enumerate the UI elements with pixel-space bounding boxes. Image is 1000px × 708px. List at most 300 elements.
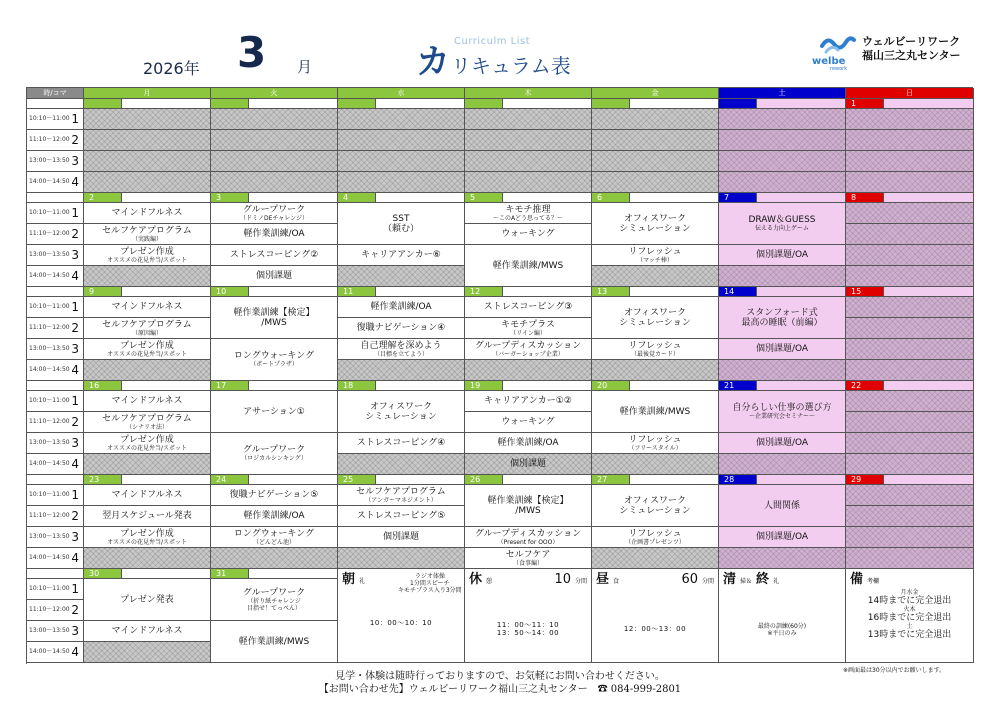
time-slot-number: 2 xyxy=(71,509,79,523)
lesson-cell xyxy=(719,203,846,245)
lesson-cell xyxy=(338,339,465,360)
info-line: 14時までに完全退出 xyxy=(867,596,952,606)
info-time: 13：50～14：00 xyxy=(496,629,560,637)
month-unit: 月 xyxy=(297,58,313,76)
empty-slot xyxy=(338,130,465,151)
time-slot-range: 11:10～12:00 xyxy=(29,324,70,331)
lesson-cell xyxy=(211,527,338,548)
date-number: 26 xyxy=(465,475,503,485)
time-slot-range: 14:00～14:50 xyxy=(29,554,70,561)
date-row-blank xyxy=(249,569,338,579)
date-number: 6 xyxy=(592,193,630,203)
time-slot-label xyxy=(27,454,84,475)
column-header: 時/コマ xyxy=(27,88,84,99)
info-box-bi xyxy=(846,569,974,663)
date-number: 24 xyxy=(211,475,249,485)
time-slot-number: 4 xyxy=(71,175,79,189)
info-line: 13時までに完全退出 xyxy=(867,630,952,640)
lesson-cell xyxy=(719,527,846,548)
time-slot-label xyxy=(27,245,84,266)
time-slot-range: 10:10～11:00 xyxy=(29,115,70,122)
time-slot-number: 2 xyxy=(71,321,79,335)
time-slot-number: 4 xyxy=(71,363,79,377)
empty-slot xyxy=(846,266,974,287)
empty-slot xyxy=(465,360,592,381)
lesson-title: 軽作業訓練/MWS xyxy=(492,260,564,271)
lesson-title-line2: シミュレーション xyxy=(619,317,691,328)
empty-slot xyxy=(211,109,338,130)
lesson-detail: ～企業研究会セミナー～ xyxy=(748,413,815,420)
time-slot-number: 3 xyxy=(71,154,79,168)
lesson-cell xyxy=(338,527,465,548)
lesson-cell xyxy=(338,433,465,454)
lesson-title: ウォーキング xyxy=(501,417,555,427)
time-slot-number: 1 xyxy=(71,300,79,314)
lesson-detail: （ロジカルシンキング） xyxy=(241,455,307,462)
time-slot-label xyxy=(27,109,84,130)
month-number: 3 xyxy=(237,28,267,77)
time-slot-label xyxy=(27,642,84,663)
lesson-cell xyxy=(338,203,465,245)
date-row-blank xyxy=(503,381,592,391)
empty-slot xyxy=(84,548,211,569)
time-slot-range: 13:00～13:50 xyxy=(29,627,70,634)
lesson-title: 個別課題/OA xyxy=(755,438,809,448)
time-slot-number: 3 xyxy=(71,342,79,356)
empty-slot xyxy=(846,151,974,172)
lesson-cell xyxy=(84,339,211,360)
date-row-blank xyxy=(884,287,974,297)
date-number: 14 xyxy=(719,287,757,297)
empty-slot xyxy=(465,109,592,130)
column-header: 木 xyxy=(465,88,592,99)
lesson-detail: （ポートプラザ） xyxy=(250,361,298,368)
empty-slot xyxy=(592,548,719,569)
empty-slot xyxy=(846,527,974,548)
lesson-title: セルフケア xyxy=(505,549,551,560)
empty-slot xyxy=(338,548,465,569)
date-row-blank xyxy=(249,99,338,109)
lesson-title: ストレスコーピング③ xyxy=(483,302,573,312)
lesson-cell xyxy=(211,224,338,245)
info-line: 1分間スピーチ xyxy=(410,580,450,587)
time-slot-number: 4 xyxy=(71,551,79,565)
lesson-title: 軽作業訓練/OA xyxy=(370,302,432,312)
lesson-cell xyxy=(465,454,592,475)
date-number: 5 xyxy=(465,193,503,203)
date-number: 29 xyxy=(846,475,884,485)
info-heading-small: 憩 xyxy=(486,578,493,585)
lesson-cell xyxy=(592,297,719,339)
info-heading xyxy=(596,572,714,589)
info-minutes-unit: 分間 xyxy=(701,578,714,585)
empty-slot xyxy=(719,266,846,287)
logo-subtext: rework xyxy=(830,66,848,72)
info-line: ラジオ体操 xyxy=(414,573,445,580)
lesson-title: マインドフルネス xyxy=(111,626,183,636)
lesson-title: グループディスカッション xyxy=(474,528,582,539)
lesson-title: 自己理解を深めよう xyxy=(360,340,442,351)
empty-slot xyxy=(211,548,338,569)
lesson-title: 軽作業訓練【検定】 xyxy=(233,307,315,318)
week-corner-blank xyxy=(27,193,84,203)
lesson-title: プレゼン作成 xyxy=(120,246,174,257)
lesson-title: 個別課題/OA xyxy=(755,532,809,542)
lesson-detail: （どんどん池） xyxy=(252,538,295,546)
empty-slot xyxy=(338,454,465,475)
lesson-title: 軽作業訓練/MWS xyxy=(619,406,691,417)
footer-invitation: 見学・体験は随時行っておりますので、お気軽にお問い合わせください。 xyxy=(335,671,665,682)
date-number: 16 xyxy=(84,381,122,391)
lesson-title: 軽作業訓練【検定】 xyxy=(487,495,569,506)
time-slot-range: 13:00～13:50 xyxy=(29,533,70,540)
empty-slot xyxy=(84,109,211,130)
time-slot-number: 3 xyxy=(71,436,79,450)
date-row-blank xyxy=(249,287,338,297)
lesson-title: アサーション① xyxy=(243,406,305,417)
info-heading-char: 休 xyxy=(469,572,483,587)
lesson-cell xyxy=(211,339,338,381)
week-corner-blank xyxy=(27,381,84,391)
date-row-blank xyxy=(757,193,846,203)
year-label: 2026年 xyxy=(143,59,200,78)
lesson-title: 軽作業訓練/OA xyxy=(497,438,559,448)
time-slot-range: 14:00～14:50 xyxy=(29,648,70,655)
lesson-detail: オススメの花見弁当/スポット xyxy=(107,444,187,452)
lesson-cell xyxy=(84,224,211,245)
date-row-blank xyxy=(503,193,592,203)
lesson-title: キャリアアンカー①② xyxy=(484,396,572,406)
date-number xyxy=(592,99,630,109)
date-row-blank xyxy=(122,287,211,297)
lesson-title: プレゼン作成 xyxy=(120,434,174,445)
empty-slot xyxy=(211,130,338,151)
date-row-blank xyxy=(503,475,592,485)
lesson-cell xyxy=(84,391,211,412)
lesson-detail: （バーガーショップ企業） xyxy=(492,350,564,358)
date-number: 28 xyxy=(719,475,757,485)
lesson-cell xyxy=(465,391,592,412)
lesson-cell xyxy=(211,621,338,663)
time-slot-number: 2 xyxy=(71,133,79,147)
lesson-cell xyxy=(465,412,592,433)
date-row-blank xyxy=(376,99,465,109)
footer-contact: 【お問い合わせ先】ウェルビーリワーク福山三之丸センター ☎ 084-999-2801 xyxy=(318,684,682,695)
lesson-title: キモチプラス xyxy=(501,319,555,330)
lesson-title: SST xyxy=(392,213,410,224)
empty-slot xyxy=(84,360,211,381)
info-heading-char: 備 xyxy=(850,572,864,587)
info-line: ※平日のみ xyxy=(767,630,797,637)
lesson-title-line2: /MWS xyxy=(261,317,287,328)
time-slot-range: 10:10～11:00 xyxy=(29,491,70,498)
info-line: 土 xyxy=(906,623,913,630)
date-number: 25 xyxy=(338,475,376,485)
date-row-blank xyxy=(757,99,846,109)
time-slot-label xyxy=(27,506,84,527)
time-slot-number: 1 xyxy=(71,582,79,596)
lesson-title: 自分らしい仕事の選び方 xyxy=(732,403,832,413)
time-slot-label xyxy=(27,172,84,193)
time-slot-range: 13:00～13:50 xyxy=(29,439,70,446)
curriculum-table xyxy=(26,87,973,664)
info-minutes-unit: 分間 xyxy=(574,578,587,585)
lesson-title: マインドフルネス xyxy=(111,302,183,312)
lesson-cell xyxy=(211,506,338,527)
lesson-title-line2: /MWS xyxy=(515,505,541,516)
time-slot-label xyxy=(27,151,84,172)
lesson-title: グループワーク xyxy=(242,587,306,598)
lesson-title: マインドフルネス xyxy=(111,208,183,218)
empty-slot xyxy=(719,454,846,475)
time-slot-label xyxy=(27,266,84,287)
info-heading-small: 食 xyxy=(613,578,620,585)
lesson-title: ロングウォーキング xyxy=(233,351,315,361)
time-slot-number: 3 xyxy=(71,624,79,638)
lesson-title: スタンフォード式 xyxy=(746,307,818,318)
lesson-detail: （実践編） xyxy=(131,235,162,243)
lesson-detail: （シナリオ法） xyxy=(126,423,168,431)
lesson-title: マインドフルネス xyxy=(111,396,183,406)
time-slot-label xyxy=(27,527,84,548)
lesson-cell xyxy=(592,485,719,527)
lesson-title-line2: シミュレーション xyxy=(619,505,691,516)
date-row-blank xyxy=(376,193,465,203)
date-number: 21 xyxy=(719,381,757,391)
date-number: 19 xyxy=(465,381,503,391)
lesson-cell xyxy=(211,266,338,287)
lesson-cell xyxy=(465,203,592,224)
lesson-detail: （原因編） xyxy=(131,329,162,337)
info-line: 月水金 xyxy=(900,589,919,596)
time-slot-range: 11:10～12:00 xyxy=(29,418,70,425)
date-row-blank xyxy=(757,475,846,485)
lesson-title: DRAW＆GUESS xyxy=(748,215,816,225)
lesson-title: セルフケアプログラム xyxy=(356,486,446,497)
time-slot-range: 11:10～12:00 xyxy=(29,606,70,613)
info-line: 最終の訓練(60分) xyxy=(757,623,807,630)
info-time: 11：00～11：10 xyxy=(496,621,560,629)
lesson-cell xyxy=(338,506,465,527)
date-number: 22 xyxy=(846,381,884,391)
info-box-hiru xyxy=(592,569,719,663)
empty-slot xyxy=(338,151,465,172)
lesson-title: 軽作業訓練/OA xyxy=(243,229,305,239)
lesson-cell xyxy=(465,297,592,318)
lesson-title: プレゼン作成 xyxy=(120,340,174,351)
lesson-cell xyxy=(719,297,846,339)
lesson-cell xyxy=(465,245,592,287)
time-slot-label xyxy=(27,621,84,642)
time-slot-label xyxy=(27,391,84,412)
time-slot-label xyxy=(27,579,84,600)
lesson-title: 人間関係 xyxy=(763,500,800,511)
date-row-blank xyxy=(376,287,465,297)
lesson-cell xyxy=(84,412,211,433)
empty-slot xyxy=(846,245,974,266)
lesson-cell xyxy=(465,318,592,339)
column-header: 金 xyxy=(592,88,719,99)
date-number: 13 xyxy=(592,287,630,297)
date-number: 4 xyxy=(338,193,376,203)
lesson-title: セルフケアプログラム xyxy=(102,319,192,330)
date-number: 11 xyxy=(338,287,376,297)
lesson-cell xyxy=(84,297,211,318)
date-row-blank xyxy=(630,99,719,109)
empty-slot xyxy=(846,391,974,412)
info-time: 10：00～10：10 xyxy=(369,619,433,627)
date-row-blank xyxy=(376,381,465,391)
empty-slot xyxy=(719,360,846,381)
lesson-cell xyxy=(592,203,719,245)
lesson-cell xyxy=(211,391,338,433)
empty-slot xyxy=(846,339,974,360)
empty-slot xyxy=(338,109,465,130)
footer-note: ※画面最は30分以内でお願いします。 xyxy=(843,667,946,674)
time-slot-label xyxy=(27,360,84,381)
empty-slot xyxy=(846,506,974,527)
date-number: 2 xyxy=(84,193,122,203)
lesson-title: プレゼン発表 xyxy=(120,594,174,605)
empty-slot xyxy=(846,318,974,339)
lesson-detail: オススメの花見弁当/スポット xyxy=(107,350,187,358)
lesson-title: オフィスワーク xyxy=(369,401,432,412)
lesson-cell xyxy=(84,527,211,548)
lesson-title-line2: シミュレーション xyxy=(619,223,691,234)
empty-slot xyxy=(211,172,338,193)
date-number: 9 xyxy=(84,287,122,297)
lesson-cell xyxy=(465,224,592,245)
date-row-blank xyxy=(249,475,338,485)
lesson-cell xyxy=(719,433,846,454)
info-heading-small: 掃＆ xyxy=(740,578,753,585)
date-number: 27 xyxy=(592,475,630,485)
date-row-blank xyxy=(376,475,465,485)
date-number xyxy=(211,99,249,109)
lesson-cell xyxy=(84,621,211,642)
lesson-title: ストレスコーピング④ xyxy=(356,438,446,448)
date-row-blank xyxy=(503,99,592,109)
lesson-title: 復職ナビゲーション④ xyxy=(356,323,446,333)
lesson-title: ストレスコーピング② xyxy=(229,250,319,260)
lesson-cell xyxy=(211,579,338,621)
lesson-detail: （企画書プレゼンツ） xyxy=(625,538,685,546)
time-slot-range: 14:00～14:50 xyxy=(29,272,70,279)
time-slot-range: 11:10～12:00 xyxy=(29,512,70,519)
empty-slot xyxy=(592,454,719,475)
lesson-title: 軽作業訓練/MWS xyxy=(238,636,310,647)
date-row-blank xyxy=(630,475,719,485)
empty-slot xyxy=(846,412,974,433)
lesson-cell xyxy=(84,579,211,621)
org-line-2: 福山三之丸センター xyxy=(862,49,961,62)
empty-slot xyxy=(84,172,211,193)
time-slot-range: 10:10～11:00 xyxy=(29,585,70,592)
lesson-cell xyxy=(84,318,211,339)
lesson-title: 個別課題/OA xyxy=(755,250,809,260)
date-number: 12 xyxy=(465,287,503,297)
empty-slot xyxy=(846,297,974,318)
lesson-title: グループワーク xyxy=(242,445,306,455)
lesson-title-line2: シミュレーション xyxy=(365,411,437,422)
date-number: 17 xyxy=(211,381,249,391)
date-number: 10 xyxy=(211,287,249,297)
lesson-title: グループワーク xyxy=(242,204,306,215)
lesson-cell xyxy=(465,485,592,527)
empty-slot xyxy=(719,151,846,172)
column-header: 日 xyxy=(846,88,974,99)
info-heading xyxy=(469,572,587,589)
date-row-blank xyxy=(122,569,211,579)
info-heading-char: 清 xyxy=(723,572,737,587)
empty-slot xyxy=(846,172,974,193)
lesson-cell xyxy=(84,506,211,527)
lesson-title: 翌月スケジュール発表 xyxy=(102,511,192,521)
info-minutes: 60 xyxy=(681,572,698,587)
lesson-title: 復職ナビゲーション⑤ xyxy=(229,490,319,500)
time-slot-label xyxy=(27,318,84,339)
lesson-cell xyxy=(592,245,719,266)
date-row-blank xyxy=(249,381,338,391)
empty-slot xyxy=(719,130,846,151)
empty-slot xyxy=(338,360,465,381)
lesson-detail: 伝える力向上ゲーム xyxy=(754,225,809,232)
empty-slot xyxy=(84,454,211,475)
time-slot-range: 10:10～11:00 xyxy=(29,397,70,404)
column-header: 水 xyxy=(338,88,465,99)
empty-slot xyxy=(846,109,974,130)
lesson-detail: （食事編） xyxy=(512,559,543,567)
time-slot-number: 1 xyxy=(71,112,79,126)
empty-slot xyxy=(592,266,719,287)
lesson-title: 個別課題/OA xyxy=(755,344,809,354)
info-heading xyxy=(850,572,969,589)
date-number xyxy=(465,99,503,109)
lesson-cell xyxy=(592,433,719,454)
lesson-title: オフィスワーク xyxy=(623,495,686,506)
lesson-title: セルフケアプログラム xyxy=(102,225,192,236)
empty-slot xyxy=(338,266,465,287)
lesson-cell xyxy=(211,203,338,224)
info-heading xyxy=(723,572,841,589)
lesson-cell xyxy=(592,339,719,360)
lesson-cell xyxy=(338,391,465,433)
lesson-cell xyxy=(338,297,465,318)
empty-slot xyxy=(846,360,974,381)
lesson-title: キャリアアンカー⑥ xyxy=(361,250,441,260)
time-slot-label xyxy=(27,600,84,621)
date-number: 1 xyxy=(846,99,884,109)
lesson-detail: オススメの花見弁当/スポット xyxy=(107,538,187,546)
lesson-cell xyxy=(338,318,465,339)
lesson-detail: （目標を立てよう） xyxy=(373,350,428,358)
info-line: 16時までに完全退出 xyxy=(867,613,952,623)
lesson-detail: （フリースタイル） xyxy=(628,444,682,452)
lesson-detail: ～このAどう思ってる？～ xyxy=(492,214,564,222)
time-slot-range: 10:10～11:00 xyxy=(29,209,70,216)
lesson-cell xyxy=(338,485,465,506)
time-slot-number: 4 xyxy=(71,457,79,471)
lesson-detail: （Present for OOO） xyxy=(497,538,559,546)
lesson-detail: （アンガーマネジメント） xyxy=(365,496,437,504)
lesson-title: オフィスワーク xyxy=(623,213,686,224)
date-row-blank xyxy=(757,381,846,391)
date-number xyxy=(84,99,122,109)
time-slot-range: 13:00～13:50 xyxy=(29,345,70,352)
empty-slot xyxy=(84,642,211,663)
lesson-title: ウォーキング xyxy=(501,229,555,239)
lesson-title: プレゼン作成 xyxy=(120,528,174,539)
